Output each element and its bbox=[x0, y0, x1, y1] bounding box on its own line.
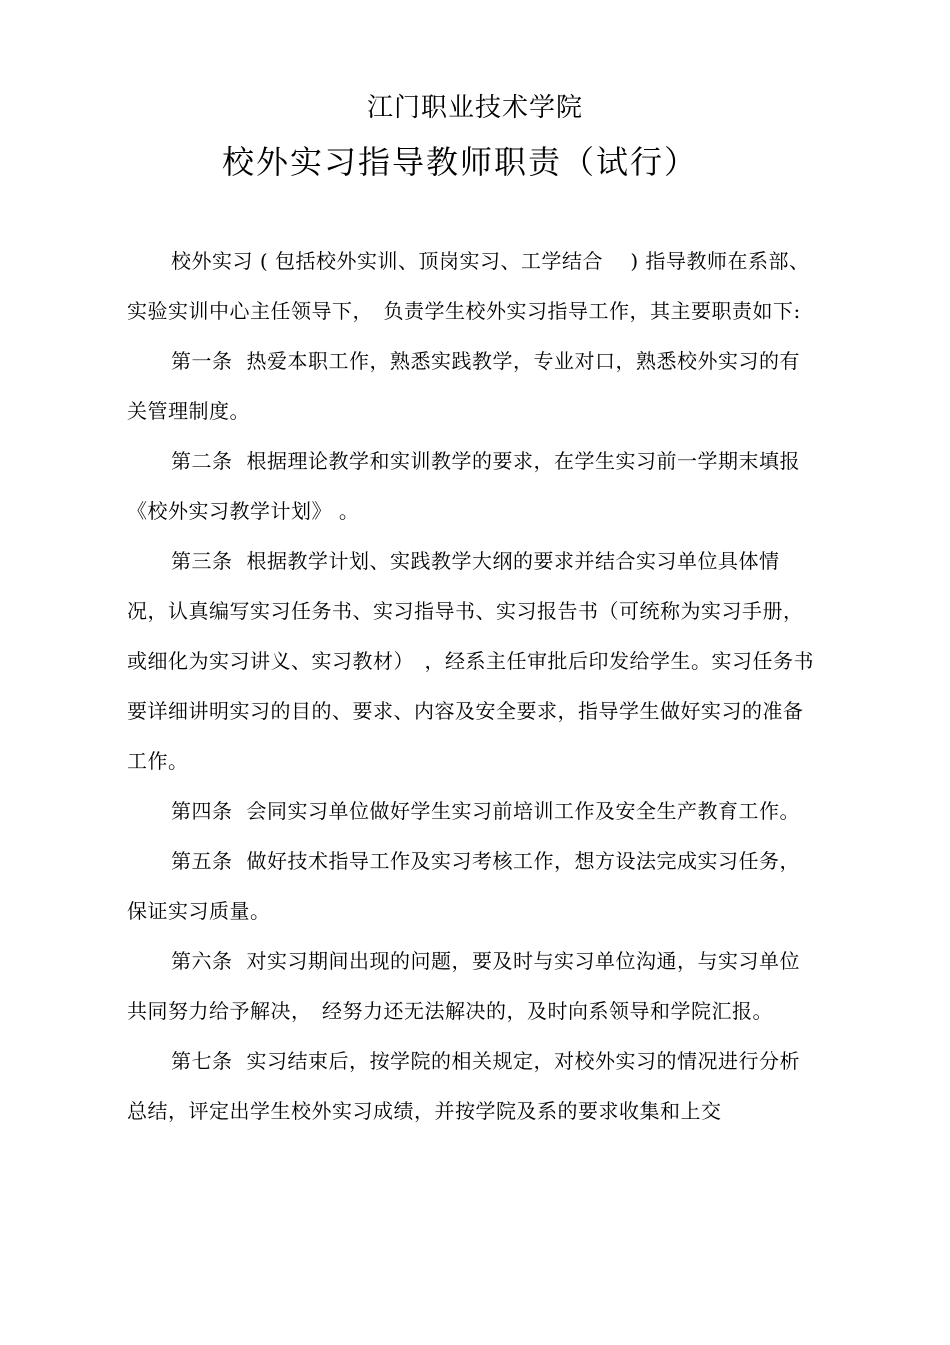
institution-name: 江门职业技术学院 bbox=[366, 93, 583, 123]
article-text: 根据理论教学和实训教学的要求，在学生实习前一学期末填报《校外实习教学计划》 。 bbox=[127, 449, 800, 523]
article-7 bbox=[127, 1036, 817, 1136]
article-2 bbox=[127, 436, 817, 536]
article-4 bbox=[127, 786, 817, 836]
article-text: 做好技术指导工作及实习考核工作，想方设法完成实习任务，保证实习质量。 bbox=[127, 849, 800, 923]
article-text: 实习结束后，按学院的相关规定，对校外实习的情况进行分析总结，评定出学生校外实习成绩，并按学院及系的要求收集和上交 bbox=[127, 1049, 800, 1123]
article-number: 第六条 bbox=[171, 949, 233, 973]
article-text: 会同实习单位做好学生实习前培训工作及安全生产教育工作。 bbox=[246, 799, 800, 823]
article-number: 第五条 bbox=[171, 849, 233, 873]
article-number: 第二条 bbox=[171, 449, 233, 473]
article-6 bbox=[127, 936, 817, 1036]
article-number: 第一条 bbox=[171, 349, 233, 373]
intro-paragraph: 校外实习 ( 包括校外实训、顶岗实习、工学结合 ) 指导教师在系部、实验实训中心主任领导下， 负责学生校外实习指导工作，其主要职责如下: bbox=[127, 249, 810, 323]
article-text: 对实习期间出现的问题，要及时与实习单位沟通，与实习单位共同努力给予解决， 经努力还无法解决的，及时向系领导和学院汇报。 bbox=[127, 949, 800, 1023]
article-1 bbox=[127, 336, 817, 436]
article-5 bbox=[127, 836, 817, 936]
document-title: 校外实习指导教师职责（试行） bbox=[222, 143, 699, 181]
article-number: 第七条 bbox=[171, 1049, 233, 1073]
article-number: 第四条 bbox=[171, 799, 233, 823]
article-text: 根据教学计划、实践教学大纲的要求并结合实习单位具体情况，认真编写实习任务书、实习指导书、实习报告书（可统称为实习手册，或细化为实习讲义、实习教材） ，经系主任审批后印发给学生。实习任务书要详细讲明实习的目的、要求、内容及安全要求，指导学生做好实习的准备工作。 bbox=[127, 549, 814, 773]
article-number: 第三条 bbox=[171, 549, 233, 573]
article-text: 热爱本职工作，熟悉实践教学，专业对口，熟悉校外实习的有关管理制度。 bbox=[127, 349, 800, 423]
document-body bbox=[127, 236, 817, 1136]
article-3 bbox=[127, 536, 817, 786]
